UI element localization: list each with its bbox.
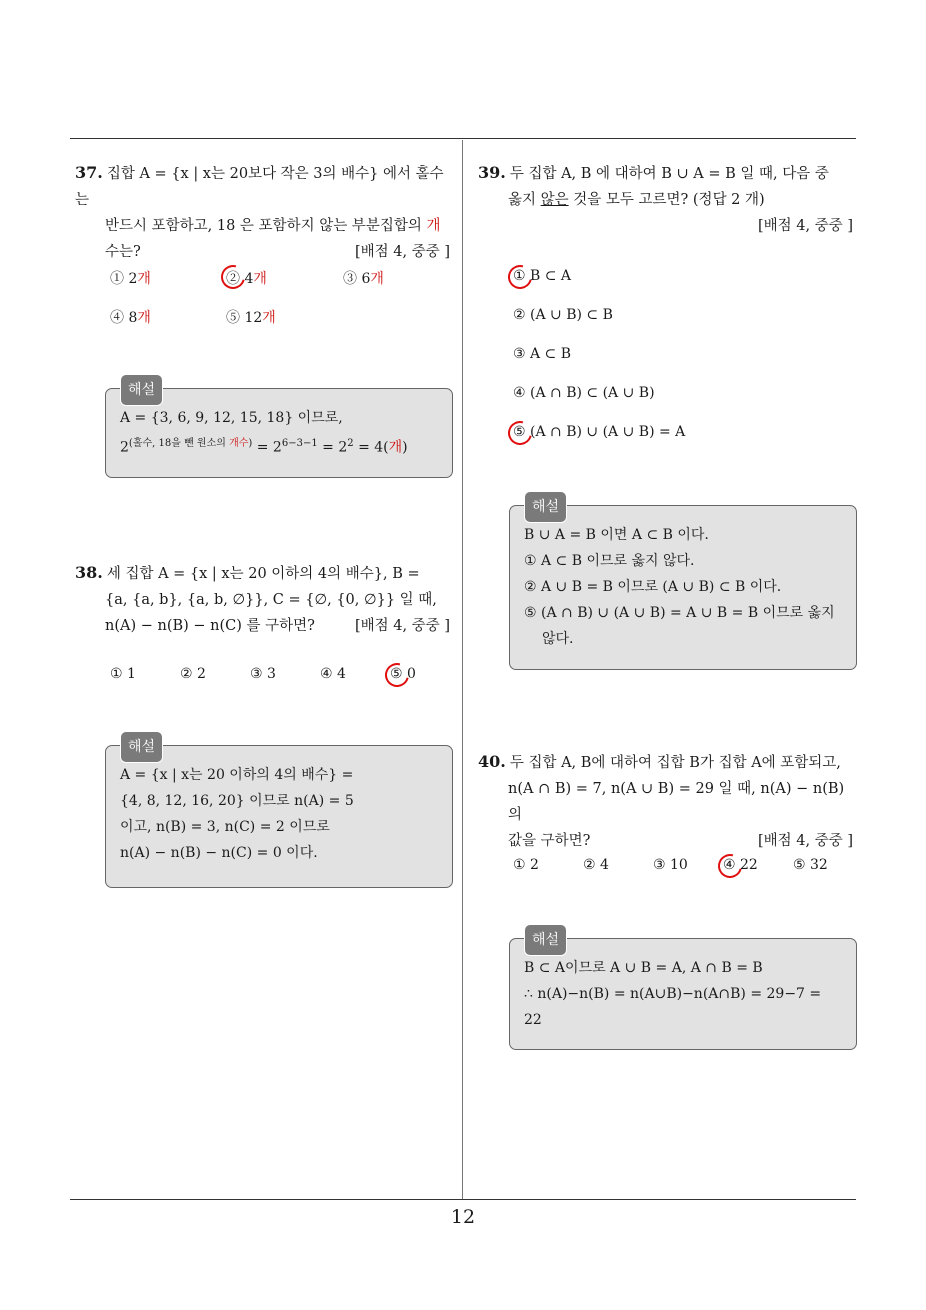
solution-line: ② A ∪ B = B 이므로 (A ∪ B) ⊂ B 이다. (524, 579, 782, 595)
question-text-red: 개 (426, 218, 441, 234)
question-number: 38. (75, 563, 103, 582)
question-text: 값을 구하면? (508, 833, 591, 849)
choice-5[interactable]: ⑤ 32 (793, 857, 828, 873)
choice-label: ② 4 (226, 271, 254, 287)
solution-text: = 4( (353, 439, 389, 456)
question-text-underlined: 않은 (540, 192, 569, 208)
choice-label: ① 2 (110, 271, 138, 287)
question-38-line3 (75, 613, 455, 639)
solution-line: {4, 8, 12, 16, 20} 이므로 n(A) = 5 (120, 793, 354, 809)
bottom-rule (70, 1199, 856, 1200)
solution-line: ⑤ (A ∩ B) ∪ (A ∪ B) = A ∪ B = B 이므로 옳지 (524, 605, 835, 621)
choice-label: ⑤ 12 (226, 310, 263, 326)
choice-2[interactable]: ② 4 (583, 857, 609, 873)
solution-line: n(A) − n(B) − n(C) = 0 이다. (120, 845, 318, 861)
solution-box-37 (105, 382, 453, 478)
question-40-line3 (478, 828, 858, 854)
solution-text: 2 (120, 439, 129, 456)
question-text: 것을 모두 고르면? (정답 2 개) (568, 192, 765, 208)
score-meta: [배점 4, 중중 ] (757, 218, 853, 234)
question-40-line1 (478, 749, 858, 776)
choice-2[interactable]: ② 2 (180, 666, 206, 682)
solution-text: ) (402, 439, 408, 456)
solution-box-40 (509, 932, 857, 1050)
solution-line: B ∪ A = B 이면 A ⊂ B 이다. (524, 527, 709, 543)
question-38-line1 (75, 560, 455, 587)
solution-box-38 (105, 739, 453, 888)
solution-line: 이고, n(B) = 3, n(C) = 2 이므로 (120, 819, 330, 835)
choice-unit: 개 (370, 271, 384, 287)
question-text: 두 집합 A, B에 대하여 집합 B가 집합 A에 포함되고, (509, 755, 841, 771)
question-39 (478, 160, 858, 239)
choice-4[interactable]: ④ 22 (723, 857, 758, 873)
question-40 (478, 749, 858, 854)
solution-line (120, 431, 438, 461)
choice-unit: 개 (253, 271, 267, 287)
solution-text-red: 개수 (229, 438, 249, 449)
choice-label: ③ 6 (343, 271, 371, 287)
question-38 (75, 560, 455, 639)
question-text: 옳지 (508, 192, 541, 208)
score-meta: [배점 4, 중중 ] (354, 618, 450, 634)
choice-4[interactable]: ④ (A ∩ B) ⊂ (A ∪ B) (513, 385, 655, 401)
solution-line: 않다. (542, 631, 574, 647)
score-meta: [배점 4, 중중 ] (757, 833, 853, 849)
question-text: 세 집합 A = {x | x는 20 이하의 4의 배수}, B = (106, 566, 420, 582)
solution-line: A = {x | x는 20 이하의 4의 배수} = (120, 767, 354, 783)
choice-1[interactable]: ① B ⊂ A (513, 268, 572, 284)
question-37-line1 (75, 160, 455, 213)
choice-3[interactable]: ③ 3 (250, 666, 276, 682)
choice-5[interactable]: ⑤ (A ∩ B) ∪ (A ∪ B) = A (513, 424, 686, 440)
solution-line: ① A ⊂ B 이므로 옳지 않다. (524, 553, 695, 569)
choice-5[interactable] (226, 307, 276, 327)
solution-tag: 해설 (524, 491, 567, 523)
question-37-line2 (75, 213, 455, 239)
page-number: 12 (450, 1206, 476, 1228)
choice-1[interactable] (110, 268, 151, 288)
choice-2[interactable]: ② (A ∪ B) ⊂ B (513, 307, 613, 323)
question-text: 반드시 포함하고, 18 은 포함하지 않는 부분집합의 (105, 218, 427, 234)
question-number: 39. (478, 163, 506, 182)
solution-exponent (129, 438, 252, 449)
solution-tag: 해설 (120, 374, 163, 406)
choice-4[interactable]: ④ 4 (320, 666, 346, 682)
solution-line: B ⊂ A이므로 A ∪ B = A, A ∩ B = B (524, 960, 763, 976)
solution-text-red: 개 (388, 439, 403, 456)
solution-text: ) (248, 438, 253, 449)
solution-exponent: 6−3−1 (281, 438, 318, 449)
score-meta: [배점 4, 중중 ] (354, 244, 450, 260)
solution-text: = 2 (317, 439, 348, 456)
question-text: 집합 A = {x | x는 20보다 작은 3의 배수} 에서 홀수는 (75, 166, 444, 208)
question-39-line2 (478, 187, 858, 213)
choice-1[interactable]: ① 1 (110, 666, 136, 682)
question-37-line3 (75, 239, 455, 265)
question-40-line2: n(A ∩ B) = 7, n(A ∪ B) = 29 일 때, n(A) − n(B) 의 (508, 781, 845, 823)
solution-exponent: 2 (347, 438, 354, 449)
column-divider (462, 140, 463, 1200)
choice-3[interactable] (343, 268, 384, 288)
solution-line: A = {3, 6, 9, 12, 15, 18} 이므로, (120, 410, 343, 426)
choice-3[interactable]: ③ 10 (653, 857, 688, 873)
solution-tag: 해설 (120, 731, 163, 763)
question-37 (75, 160, 455, 265)
choice-1[interactable]: ① 2 (513, 857, 539, 873)
choice-unit: 개 (137, 310, 151, 326)
question-number: 37. (75, 163, 103, 182)
choice-2[interactable] (226, 268, 267, 288)
choice-5[interactable]: ⑤ 0 (390, 666, 416, 682)
question-39-line1 (478, 160, 858, 187)
choice-label: ④ 8 (110, 310, 138, 326)
solution-text: = 2 (252, 439, 282, 456)
top-rule (70, 138, 856, 139)
solution-line: ∴ n(A)−n(B) = n(A∪B)−n(A∩B) = 29−7 = (524, 986, 822, 1002)
choice-unit: 개 (137, 271, 151, 287)
question-text: 수는? (105, 244, 141, 260)
question-text: n(A) − n(B) − n(C) 를 구하면? (105, 618, 315, 634)
solution-text: (홀수, 18을 뺀 원소의 (128, 438, 230, 449)
solution-box-39 (509, 499, 857, 670)
question-number: 40. (478, 752, 506, 771)
solution-line: 22 (524, 1012, 542, 1028)
choice-3[interactable]: ③ A ⊂ B (513, 346, 572, 362)
question-38-line2: {a, {a, b}, {a, b, ∅}}, C = {∅, {0, ∅}} 일 때, (105, 592, 437, 608)
solution-tag: 해설 (524, 924, 567, 956)
choice-unit: 개 (262, 310, 276, 326)
choice-4[interactable] (110, 307, 151, 327)
question-text: 두 집합 A, B 에 대하여 B ∪ A = B 일 때, 다음 중 (509, 166, 829, 182)
